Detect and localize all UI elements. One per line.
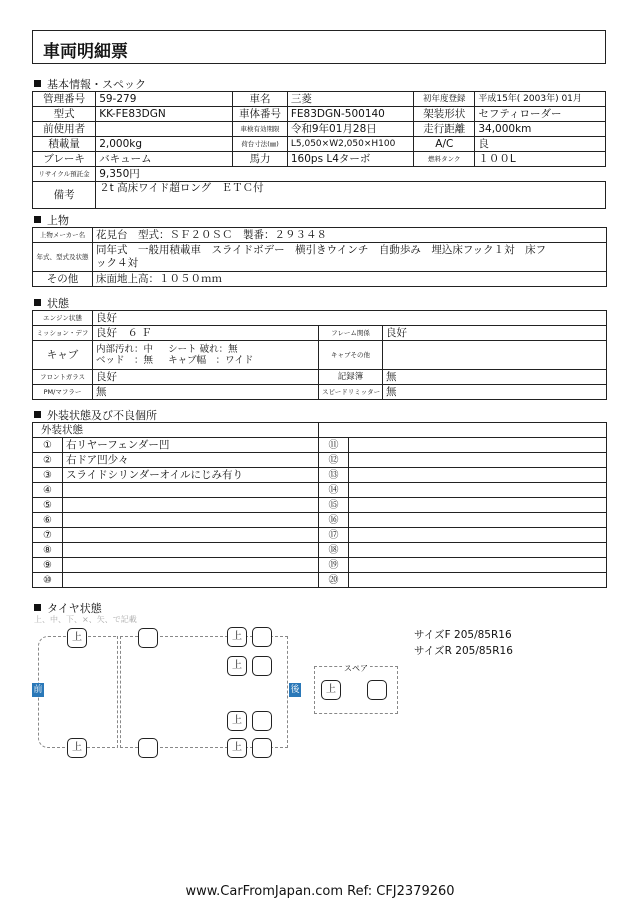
table-row bbox=[33, 107, 606, 122]
value-cell: １００L bbox=[475, 152, 606, 167]
tire-rear-right-inner[interactable] bbox=[252, 738, 272, 758]
value-cell: バキューム bbox=[96, 152, 233, 167]
cab-seat: シート 破れ：無 bbox=[168, 344, 238, 355]
label-cell: リサイクル預託金 bbox=[33, 167, 96, 182]
table-row bbox=[33, 137, 606, 152]
value-cell: 無 bbox=[93, 385, 319, 400]
table-row bbox=[33, 122, 606, 137]
exterior-number-cell: ② bbox=[33, 453, 63, 468]
exterior-text-cell bbox=[63, 543, 319, 558]
exterior-text-cell bbox=[63, 573, 319, 588]
exterior-number-cell: ⑧ bbox=[33, 543, 63, 558]
value-cell bbox=[93, 243, 607, 272]
tire-legend: 上、中、下、×、矢、で記載 bbox=[34, 615, 137, 624]
label-cell: 初年度登録 bbox=[414, 92, 475, 107]
exterior-text-cell bbox=[349, 453, 607, 468]
exterior-number-cell: ⑪ bbox=[319, 438, 349, 453]
square-bullet-icon bbox=[34, 299, 41, 306]
value-cell: 良 bbox=[475, 137, 606, 152]
table-row bbox=[33, 483, 607, 498]
tire-front-right[interactable]: 上 bbox=[67, 738, 87, 758]
label-cell: 走行距離 bbox=[414, 122, 475, 137]
cab-width: キャブ幅 ：ワイド bbox=[168, 355, 254, 366]
footer-ref: www.CarFromJapan.com Ref: CFJ2379260 bbox=[185, 884, 455, 899]
exterior-number-cell: ⑯ bbox=[319, 513, 349, 528]
exterior-number-cell: ⑭ bbox=[319, 483, 349, 498]
label-cell: フレーム関係 bbox=[319, 326, 383, 341]
table-row bbox=[33, 341, 607, 370]
square-bullet-icon bbox=[34, 216, 41, 223]
value-cell: 2,000kg bbox=[96, 137, 233, 152]
table-row bbox=[33, 438, 607, 453]
tire-rear-right2-inner[interactable] bbox=[252, 711, 272, 731]
exterior-text-cell bbox=[349, 558, 607, 573]
label-cell: エンジン状態 bbox=[33, 311, 93, 326]
value-cell: セフティローダー bbox=[475, 107, 606, 122]
table-row bbox=[33, 243, 607, 272]
exterior-number-cell: ⑦ bbox=[33, 528, 63, 543]
exterior-number-cell: ③ bbox=[33, 468, 63, 483]
section-body-heading: 上物 bbox=[32, 212, 69, 228]
value-cell bbox=[93, 341, 319, 370]
label-cell: 積載量 bbox=[33, 137, 96, 152]
label-cell: キャブその他 bbox=[319, 341, 383, 370]
exterior-text-cell bbox=[63, 498, 319, 513]
tire-spare-1[interactable]: 上 bbox=[321, 680, 341, 700]
value-cell: 平成15年( 2003年) 01月 bbox=[475, 92, 606, 107]
label-cell: PM/マフラー bbox=[33, 385, 93, 400]
value-cell: 34,000km bbox=[475, 122, 606, 137]
value-cell: FE83DGN-500140 bbox=[287, 107, 413, 122]
cab-bed: ベッド ：無 bbox=[96, 355, 154, 366]
exterior-number-cell: ⑳ bbox=[319, 573, 349, 588]
table-row bbox=[33, 370, 607, 385]
exterior-text-cell bbox=[349, 498, 607, 513]
table-row bbox=[33, 573, 607, 588]
table-row bbox=[33, 167, 606, 182]
square-bullet-icon bbox=[34, 80, 41, 87]
exterior-number-cell: ⑱ bbox=[319, 543, 349, 558]
exterior-number-cell: ⑤ bbox=[33, 498, 63, 513]
label-cell: その他 bbox=[33, 272, 93, 287]
tire-rear-left2-inner[interactable] bbox=[252, 656, 272, 676]
truck-bed-outline bbox=[120, 636, 288, 748]
label-cell: 車検有効期限 bbox=[233, 122, 288, 137]
basic-table bbox=[32, 91, 606, 209]
exterior-number-cell: ① bbox=[33, 438, 63, 453]
exterior-text-cell bbox=[349, 543, 607, 558]
exterior-number-cell: ⑨ bbox=[33, 558, 63, 573]
table-row bbox=[33, 513, 607, 528]
tire-rear-right-outer[interactable]: 上 bbox=[227, 738, 247, 758]
tire-spare-2[interactable] bbox=[367, 680, 387, 700]
value-cell: 床面地上高：１０５０ｍｍ bbox=[93, 272, 607, 287]
rear-marker: 後 bbox=[290, 685, 300, 695]
table-row bbox=[33, 468, 607, 483]
label-cell: スピードリミッター bbox=[319, 385, 383, 400]
value-cell bbox=[383, 341, 607, 370]
exterior-text-cell bbox=[63, 513, 319, 528]
exterior-number-cell: ⑥ bbox=[33, 513, 63, 528]
condition-table bbox=[32, 310, 607, 400]
exterior-text-cell: 右リヤーフェンダー凹 bbox=[63, 438, 319, 453]
value-cell: L5,050×W2,050×H100 bbox=[287, 137, 413, 152]
label-cell: 備考 bbox=[33, 182, 96, 209]
exterior-text-cell bbox=[349, 513, 607, 528]
label-cell: キャブ bbox=[33, 341, 93, 370]
exterior-text-cell bbox=[349, 573, 607, 588]
exterior-text-cell: スライドシリンダーオイルにじみ有り bbox=[63, 468, 319, 483]
tire-rear-left-outer[interactable]: 上 bbox=[227, 627, 247, 647]
exterior-number-cell: ⑫ bbox=[319, 453, 349, 468]
table-row bbox=[33, 228, 607, 243]
label-cell: ブレーキ bbox=[33, 152, 96, 167]
tire-rear-left-inner[interactable] bbox=[252, 627, 272, 647]
table-row bbox=[33, 326, 607, 341]
square-bullet-icon bbox=[34, 604, 41, 611]
exterior-header-cell: 外装状態 bbox=[33, 423, 319, 438]
tire-size-front: サイズF 205/85R16 bbox=[414, 629, 512, 641]
exterior-number-cell: ⑰ bbox=[319, 528, 349, 543]
label-cell: ミッション・デフ bbox=[33, 326, 93, 341]
table-row bbox=[33, 498, 607, 513]
value-line: 同年式 一般用積載車 スライドボデー 横引きウインチ 自動歩み 埋込床フック１対 床フ bbox=[96, 244, 547, 256]
value-cell: ２t 高床ワイド超ロング ＥＴＣ付 bbox=[96, 182, 606, 209]
table-row bbox=[33, 453, 607, 468]
table-header-row bbox=[33, 423, 607, 438]
section-exterior-heading: 外装状態及び不良個所 bbox=[32, 407, 157, 423]
exterior-text-cell bbox=[349, 528, 607, 543]
label-cell: 管理番号 bbox=[33, 92, 96, 107]
exterior-number-cell: ⑬ bbox=[319, 468, 349, 483]
label-cell: 型式 bbox=[33, 107, 96, 122]
label-cell: 馬力 bbox=[233, 152, 288, 167]
table-row bbox=[33, 543, 607, 558]
value-cell: KK-FE83DGN bbox=[96, 107, 233, 122]
exterior-table bbox=[32, 422, 607, 588]
exterior-number-cell: ⑩ bbox=[33, 573, 63, 588]
exterior-text-cell bbox=[63, 558, 319, 573]
exterior-text-cell bbox=[349, 483, 607, 498]
exterior-header-blank bbox=[319, 423, 607, 438]
tire-mid-right[interactable] bbox=[138, 738, 158, 758]
label-cell: 車名 bbox=[233, 92, 288, 107]
table-row bbox=[33, 558, 607, 573]
value-cell: 59-279 bbox=[96, 92, 233, 107]
page-title: 車両明細票 bbox=[43, 42, 128, 62]
table-row bbox=[33, 272, 607, 287]
tire-rear-left2-outer[interactable]: 上 bbox=[227, 656, 247, 676]
front-marker: 前 bbox=[33, 685, 43, 695]
section-basic-heading: 基本情報・スペック bbox=[32, 76, 146, 92]
tire-rear-right2-outer[interactable]: 上 bbox=[227, 711, 247, 731]
value-cell bbox=[96, 122, 233, 137]
label-cell: 前使用者 bbox=[33, 122, 96, 137]
value-cell: 無 bbox=[383, 385, 607, 400]
label-cell: 年式、型式及状態 bbox=[33, 243, 93, 272]
value-cell: 令和9年01月28日 bbox=[287, 122, 413, 137]
value-cell: 三菱 bbox=[287, 92, 413, 107]
tire-front-left[interactable]: 上 bbox=[67, 628, 87, 648]
value-cell: 無 bbox=[383, 370, 607, 385]
value-line: ック４対 bbox=[96, 257, 138, 269]
label-cell: 記録簿 bbox=[319, 370, 383, 385]
table-row bbox=[33, 385, 607, 400]
square-bullet-icon bbox=[34, 411, 41, 418]
tire-size-rear: サイズR 205/85R16 bbox=[414, 645, 513, 657]
truck-cab-outline bbox=[38, 636, 118, 748]
label-cell: 架装形状 bbox=[414, 107, 475, 122]
label-cell: 車体番号 bbox=[233, 107, 288, 122]
cab-line bbox=[96, 355, 315, 366]
value-cell: 良好 bbox=[93, 311, 607, 326]
table-row bbox=[33, 152, 606, 167]
cab-interior: 内部汚れ：中 bbox=[96, 344, 154, 355]
body-table bbox=[32, 227, 607, 287]
section-tires-heading: タイヤ状態 bbox=[32, 600, 102, 616]
table-row bbox=[33, 92, 606, 107]
exterior-number-cell: ⑲ bbox=[319, 558, 349, 573]
exterior-text-cell bbox=[63, 483, 319, 498]
spare-label: スペア bbox=[344, 664, 368, 673]
value-cell: 花見台 型式：ＳＦ２０ＳＣ 製番：２９３４８ bbox=[93, 228, 607, 243]
exterior-number-cell: ④ bbox=[33, 483, 63, 498]
exterior-text-cell: 右ドア凹少々 bbox=[63, 453, 319, 468]
section-condition-heading: 状態 bbox=[32, 295, 69, 311]
exterior-text-cell bbox=[349, 468, 607, 483]
label-cell: 上物メーカー名 bbox=[33, 228, 93, 243]
label-cell: A/C bbox=[414, 137, 475, 152]
label-cell: 荷台寸法(㎜) bbox=[233, 137, 288, 152]
label-cell: 燃料タンク bbox=[414, 152, 475, 167]
table-row bbox=[33, 528, 607, 543]
value-cell: 良好 ６ Ｆ bbox=[93, 326, 319, 341]
value-cell: 160ps L4ターボ bbox=[287, 152, 413, 167]
value-cell: 良好 bbox=[383, 326, 607, 341]
cab-line bbox=[96, 344, 315, 355]
tire-mid-left[interactable] bbox=[138, 628, 158, 648]
exterior-number-cell: ⑮ bbox=[319, 498, 349, 513]
title-box bbox=[32, 30, 606, 64]
table-row bbox=[33, 311, 607, 326]
value-cell: 良好 bbox=[93, 370, 319, 385]
exterior-text-cell bbox=[349, 438, 607, 453]
table-row bbox=[33, 182, 606, 209]
exterior-text-cell bbox=[63, 528, 319, 543]
label-cell: フロントガラス bbox=[33, 370, 93, 385]
value-cell: 9,350円 bbox=[96, 167, 606, 182]
